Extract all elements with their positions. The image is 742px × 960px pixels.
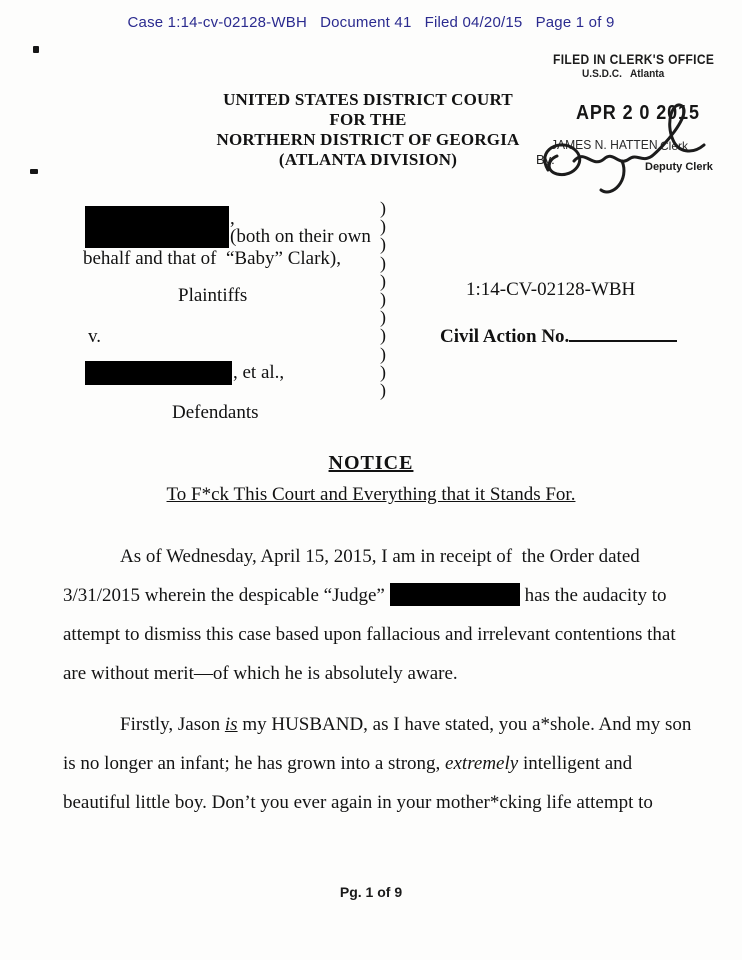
court-title-line: UNITED STATES DISTRICT COURT [223,90,513,109]
plaintiffs-label: Plaintiffs [178,285,248,306]
body-line: As of Wednesday, April 15, 2015, I am in receipt of the Order dated [120,546,640,567]
notice-subtitle [0,484,742,506]
stamp-date: APR 2 0 2015 [576,102,700,124]
emphasized-word: extremely [445,753,519,774]
notice-title-text: NOTICE [328,452,414,474]
court-title-line: (ATLANTA DIVISION) [278,150,458,169]
body-line-segment: intelligent and [518,753,633,774]
paren-glyph: ) [380,380,386,401]
stamp-deputy-clerk-label: Deputy Clerk [645,161,713,173]
scan-artifact [30,169,38,174]
page-number-footer: Pg. 1 of 9 [339,884,403,900]
redaction-plaintiff-names [85,206,229,248]
body-line-segment: has the audacity to [524,585,667,606]
emphasized-word: is [224,714,238,735]
body-line: attempt to dismiss this case based upon fallacious and irrelevant contentions that [63,624,676,645]
body-line-segment: my HUSBAND, as I have stated, you a*shole. And my son [237,714,692,735]
caption-paren-column [380,199,386,399]
stamp-clerk-title: Clerk [660,139,689,153]
versus-label: v. [88,326,102,347]
court-title-line: FOR THE [329,110,407,129]
case-header: Case 1:14-cv-02128-WBH Document 41 Filed 04/20/15 Page 1 of 9 [127,14,615,31]
paren-glyph: ) [380,270,386,291]
court-title [128,90,608,170]
paren-glyph: ) [380,234,386,255]
body-line [63,744,653,783]
blank-line [569,323,677,342]
caption-both-line: (both on their own [230,226,371,247]
paren-glyph: ) [380,325,386,346]
redaction-judge-name [390,583,520,606]
case-number: 1:14-CV-02128-WBH [466,279,636,300]
civil-action-text: Civil Action No. [440,326,570,347]
civil-action-label [440,323,677,348]
notice-subtitle-text: To F*ck This Court and Everything that it Stands For. [166,484,576,505]
body-line-segment: Firstly, Jason [120,714,225,735]
caption-behalf-line: behalf and that of “Baby” Clark), [83,248,341,269]
stamp-usdc-line: U.S.D.C. Atlanta [582,68,665,80]
paren-glyph: ) [380,216,386,237]
notice-title [0,452,742,475]
caption-comma: , [230,208,235,229]
scan-artifact [33,46,39,53]
body-line: are without merit—of which he is absolutely aware. [63,663,458,684]
paren-glyph: ) [380,361,386,382]
stamp-by-label: By: [536,152,555,167]
stamp-filed-line: FILED IN CLERK'S OFFICE [553,51,715,67]
body-line-segment: is no longer an infant; he has grown into a strong, [63,753,446,774]
paren-glyph: ) [380,289,386,310]
body-line [63,576,667,615]
caption-etal: , et al., [233,362,285,383]
paren-glyph: ) [380,343,386,364]
paren-glyph: ) [380,307,386,328]
paren-glyph: ) [380,252,386,273]
stamp-clerk-name: JAMES N. HATTEN, [551,137,661,152]
defendants-label: Defendants [172,402,259,423]
court-title-line: NORTHERN DISTRICT OF GEORGIA [216,130,520,149]
redaction-defendant-name [85,361,232,385]
paragraph-2 [63,705,692,822]
body-text [63,537,692,822]
body-line [63,705,692,744]
body-line: beautiful little boy. Don’t you ever again in your mother*cking life attempt to [63,792,653,813]
body-line-segment: 3/31/2015 wherein the despicable “Judge” [63,585,390,606]
paragraph-1 [63,537,676,693]
paren-glyph: ) [380,198,386,218]
